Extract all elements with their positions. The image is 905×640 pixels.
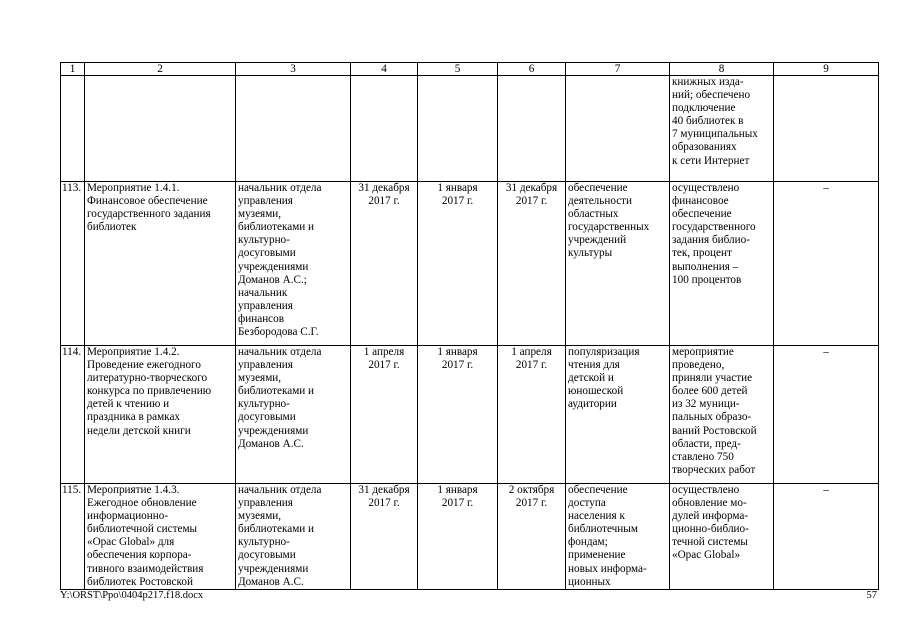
header-cell: 5: [418, 63, 498, 76]
file-path: Y:\ORST\Ppo\0404p217.f18.docx: [60, 590, 204, 601]
date-cell: 31 декабря 2017 г.: [351, 484, 418, 590]
responsible-cell: начальник отдела управления музеями, библиотеками и культурно- досуговыми учреждениями Доманов А.С.; начальник управления финансов Безбородова С.Г.: [236, 182, 351, 346]
date-cell: 1 января 2017 г.: [418, 346, 498, 484]
header-cell: 7: [566, 63, 670, 76]
header-cell: 8: [670, 63, 774, 76]
date-cell: 1 января 2017 г.: [418, 484, 498, 590]
row-number: 114.: [61, 346, 85, 484]
page-number: 57: [866, 590, 877, 601]
activity-name: Мероприятие 1.4.2. Проведение ежегодного литературно-творческого конкурса по привлечению детей к чтению и праздника в рамках недели детской книги: [85, 346, 236, 484]
activity-name: Мероприятие 1.4.1. Финансовое обеспечение государственного задания библиотек: [85, 182, 236, 346]
table-row: [61, 182, 879, 346]
status-cell: мероприятие проведено, приняли участие более 600 детей из 32 муници- пальных образо- ваний Ростовской области, пред- ставлено 750 творческих работ: [670, 346, 774, 484]
table-cell: [774, 76, 879, 182]
date-cell: 2 октября 2017 г.: [498, 484, 566, 590]
activity-name: Мероприятие 1.4.3. Ежегодное обновление информационно- библиотечной системы «Opac Global» для обеспечения корпора- тивного взаимодействия библиотек Ростовской: [85, 484, 236, 590]
date-cell: 1 января 2017 г.: [418, 182, 498, 346]
table-row: [61, 346, 879, 484]
table-cell: [418, 76, 498, 182]
status-cell: осуществлено обновление мо- дулей информа- ционно-библио- течной системы «Opac Global»: [670, 484, 774, 590]
table-cell: [85, 76, 236, 182]
result-cell: популяризация чтения для детской и юношеской аудитории: [566, 346, 670, 484]
header-cell: 3: [236, 63, 351, 76]
header-cell: 6: [498, 63, 566, 76]
status-cell: осуществлено финансовое обеспечение государственного задания библио- тек, процент выполнения – 100 процентов: [670, 182, 774, 346]
status-cell: книжных изда- ний; обеспечено подключение 40 библиотек в 7 муниципальных образованиях к сети Интернет: [670, 76, 774, 182]
table-cell: [351, 76, 418, 182]
date-cell: 1 апреля 2017 г.: [498, 346, 566, 484]
continuation-row: [61, 76, 879, 182]
date-cell: 1 апреля 2017 г.: [351, 346, 418, 484]
table-row: [61, 484, 879, 590]
table-cell: [566, 76, 670, 182]
row-number: 113.: [61, 182, 85, 346]
responsible-cell: начальник отдела управления музеями, библиотеками и культурно- досуговыми учреждениями Доманов А.С.: [236, 484, 351, 590]
note-cell: –: [774, 484, 879, 590]
date-cell: 31 декабря 2017 г.: [498, 182, 566, 346]
header-row: [61, 63, 879, 76]
header-cell: 9: [774, 63, 879, 76]
table-cell: [236, 76, 351, 182]
header-cell: 2: [85, 63, 236, 76]
date-cell: 31 декабря 2017 г.: [351, 182, 418, 346]
responsible-cell: начальник отдела управления музеями, библиотеками и культурно- досуговыми учреждениями Доманов А.С.: [236, 346, 351, 484]
table-cell: [61, 76, 85, 182]
header-cell: 1: [61, 63, 85, 76]
result-cell: обеспечение доступа населения к библиотечным фондам; применение новых информа- ционных: [566, 484, 670, 590]
report-table: [60, 62, 879, 590]
result-cell: обеспечение деятельности областных государственных учреждений культуры: [566, 182, 670, 346]
row-number: 115.: [61, 484, 85, 590]
note-cell: –: [774, 182, 879, 346]
header-cell: 4: [351, 63, 418, 76]
note-cell: –: [774, 346, 879, 484]
table-cell: [498, 76, 566, 182]
